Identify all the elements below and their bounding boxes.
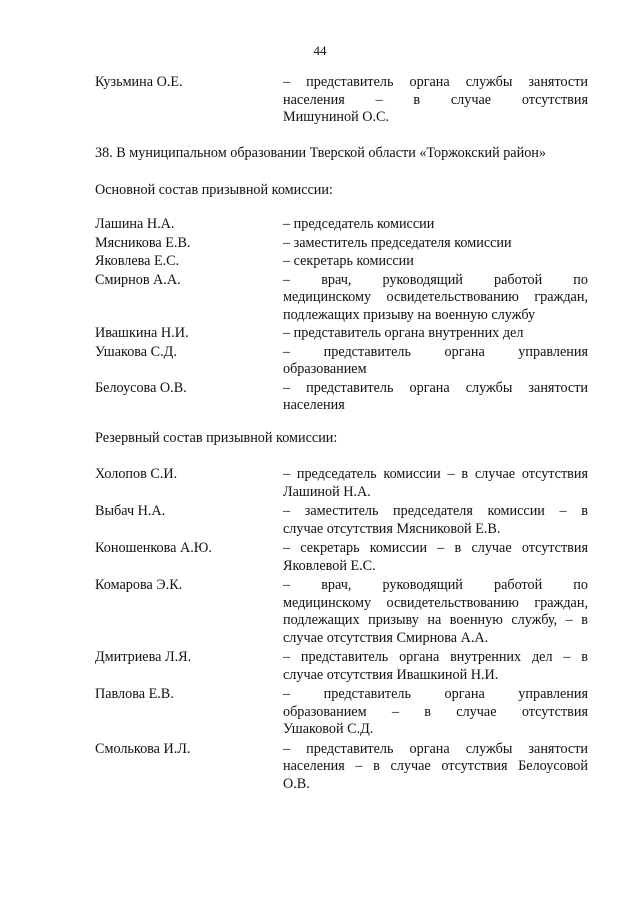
entry-description: [283, 503, 588, 538]
desc-line: – председатель комиссии: [283, 216, 435, 232]
entry-name: Белоусова О.В.: [95, 379, 187, 396]
section-heading: 38. В муниципальном образовании Тверской области «Торжокский район»: [95, 145, 546, 161]
entry-row: [0, 272, 640, 325]
desc-line: – врач, руководящий работой по: [283, 577, 588, 593]
entry-name: Коношенкова А.Ю.: [95, 540, 212, 556]
desc-line: медицинскому освидетельствованию граждан,: [283, 289, 588, 305]
desc-line: – заместитель председателя комиссии: [283, 234, 512, 251]
entry-name: Яковлева Е.С.: [95, 253, 180, 269]
entry-description: [283, 577, 588, 647]
entry-description: [283, 216, 588, 234]
desc-line: – представитель органа службы занятости: [283, 379, 588, 396]
desc-line: населения: [283, 397, 345, 413]
desc-line: образованием: [283, 361, 367, 377]
desc-line: подлежащих призыву на военную службу: [283, 306, 536, 323]
entry-description: [283, 253, 588, 271]
desc-line: – представитель органа управления: [283, 686, 588, 702]
entry-name: Смирнов А.А.: [95, 271, 181, 288]
entry-name: Ивашкина Н.И.: [95, 325, 189, 341]
entry-name: Холопов С.И.: [95, 466, 178, 482]
entry-description: [283, 74, 588, 127]
desc-line: – председатель комиссии – в случае отсутствия: [283, 466, 588, 482]
entry-row: [0, 649, 640, 684]
main-composition-list: [0, 216, 640, 415]
desc-line: – представитель органа службы занятости: [283, 740, 588, 757]
desc-line: населения – в случае отсутствия Белоусовой: [283, 758, 588, 774]
desc-line: Ушаковой С.Д.: [283, 721, 374, 737]
entry-row: [0, 741, 640, 794]
desc-line: – заместитель председателя комиссии – в: [283, 503, 588, 519]
desc-line: О.В.: [283, 775, 310, 792]
entry-row: [0, 216, 640, 234]
top-entry-block: [0, 74, 640, 127]
entry-description: [283, 741, 588, 794]
entry-row: [0, 253, 640, 271]
entry-row: [0, 235, 640, 253]
page-number: 44: [313, 43, 327, 58]
entry-description: [283, 344, 588, 379]
entry-description: [283, 380, 588, 415]
desc-line: – секретарь комиссии – в случае отсутствия: [283, 540, 588, 556]
desc-line: случае отсутствия Ивашкиной Н.И.: [283, 666, 499, 683]
entry-name: Кузьмина О.Е.: [95, 74, 183, 90]
main-composition-title: Основной состав призывной комиссии:: [95, 182, 333, 198]
desc-line: – представитель органа управления: [283, 343, 588, 360]
entry-name: Выбач Н.А.: [95, 503, 166, 519]
desc-line: Лашиной Н.А.: [283, 483, 371, 500]
entry-row: [0, 686, 640, 739]
desc-line: случае отсутствия Мясниковой Е.В.: [283, 520, 501, 537]
desc-line: – секретарь комиссии: [283, 253, 414, 269]
entry-name: Лашина Н.А.: [95, 216, 175, 232]
entry-row: [0, 540, 640, 575]
entry-row: [0, 344, 640, 379]
entry-description: [283, 649, 588, 684]
desc-line: – представитель органа службы занятости: [283, 74, 588, 90]
desc-line: подлежащих призыву на военную службу, – в: [283, 612, 588, 628]
entry-row: [0, 325, 640, 343]
desc-line: населения – в случае отсутствия: [283, 91, 588, 108]
entry-description: [283, 325, 588, 343]
desc-line: образованием – в случае отсутствия: [283, 703, 588, 720]
desc-line: Яковлевой Е.С.: [283, 557, 376, 574]
entry-name: Смолькова И.Л.: [95, 740, 191, 757]
entry-description: [283, 466, 588, 501]
desc-line: – врач, руководящий работой по: [283, 271, 588, 288]
entry-description: [283, 686, 588, 739]
entry-row: [0, 380, 640, 415]
entry-name: Ушакова С.Д.: [95, 343, 177, 360]
desc-line: – представитель органа внутренних дел – в: [283, 649, 588, 665]
desc-line: случае отсутствия Смирнова А.А.: [283, 629, 489, 646]
entry-name: Мясникова Е.В.: [95, 234, 191, 251]
entry-name: Павлова Е.В.: [95, 686, 174, 702]
entry-description: [283, 272, 588, 325]
desc-line: медицинскому освидетельствованию граждан,: [283, 594, 588, 611]
entry-description: [283, 235, 588, 253]
entry-name: Комарова Э.К.: [95, 577, 183, 593]
reserve-composition-title: Резервный состав призывной комиссии:: [95, 430, 338, 446]
reserve-composition-list: [0, 466, 640, 793]
entry-row: [0, 74, 640, 127]
desc-line: – представитель органа внутренних дел: [283, 325, 524, 341]
entry-name: Дмитриева Л.Я.: [95, 649, 192, 665]
entry-row: [0, 503, 640, 538]
entry-row: [0, 577, 640, 647]
desc-line: Мишуниной О.С.: [283, 109, 390, 125]
entry-description: [283, 540, 588, 575]
entry-row: [0, 466, 640, 501]
